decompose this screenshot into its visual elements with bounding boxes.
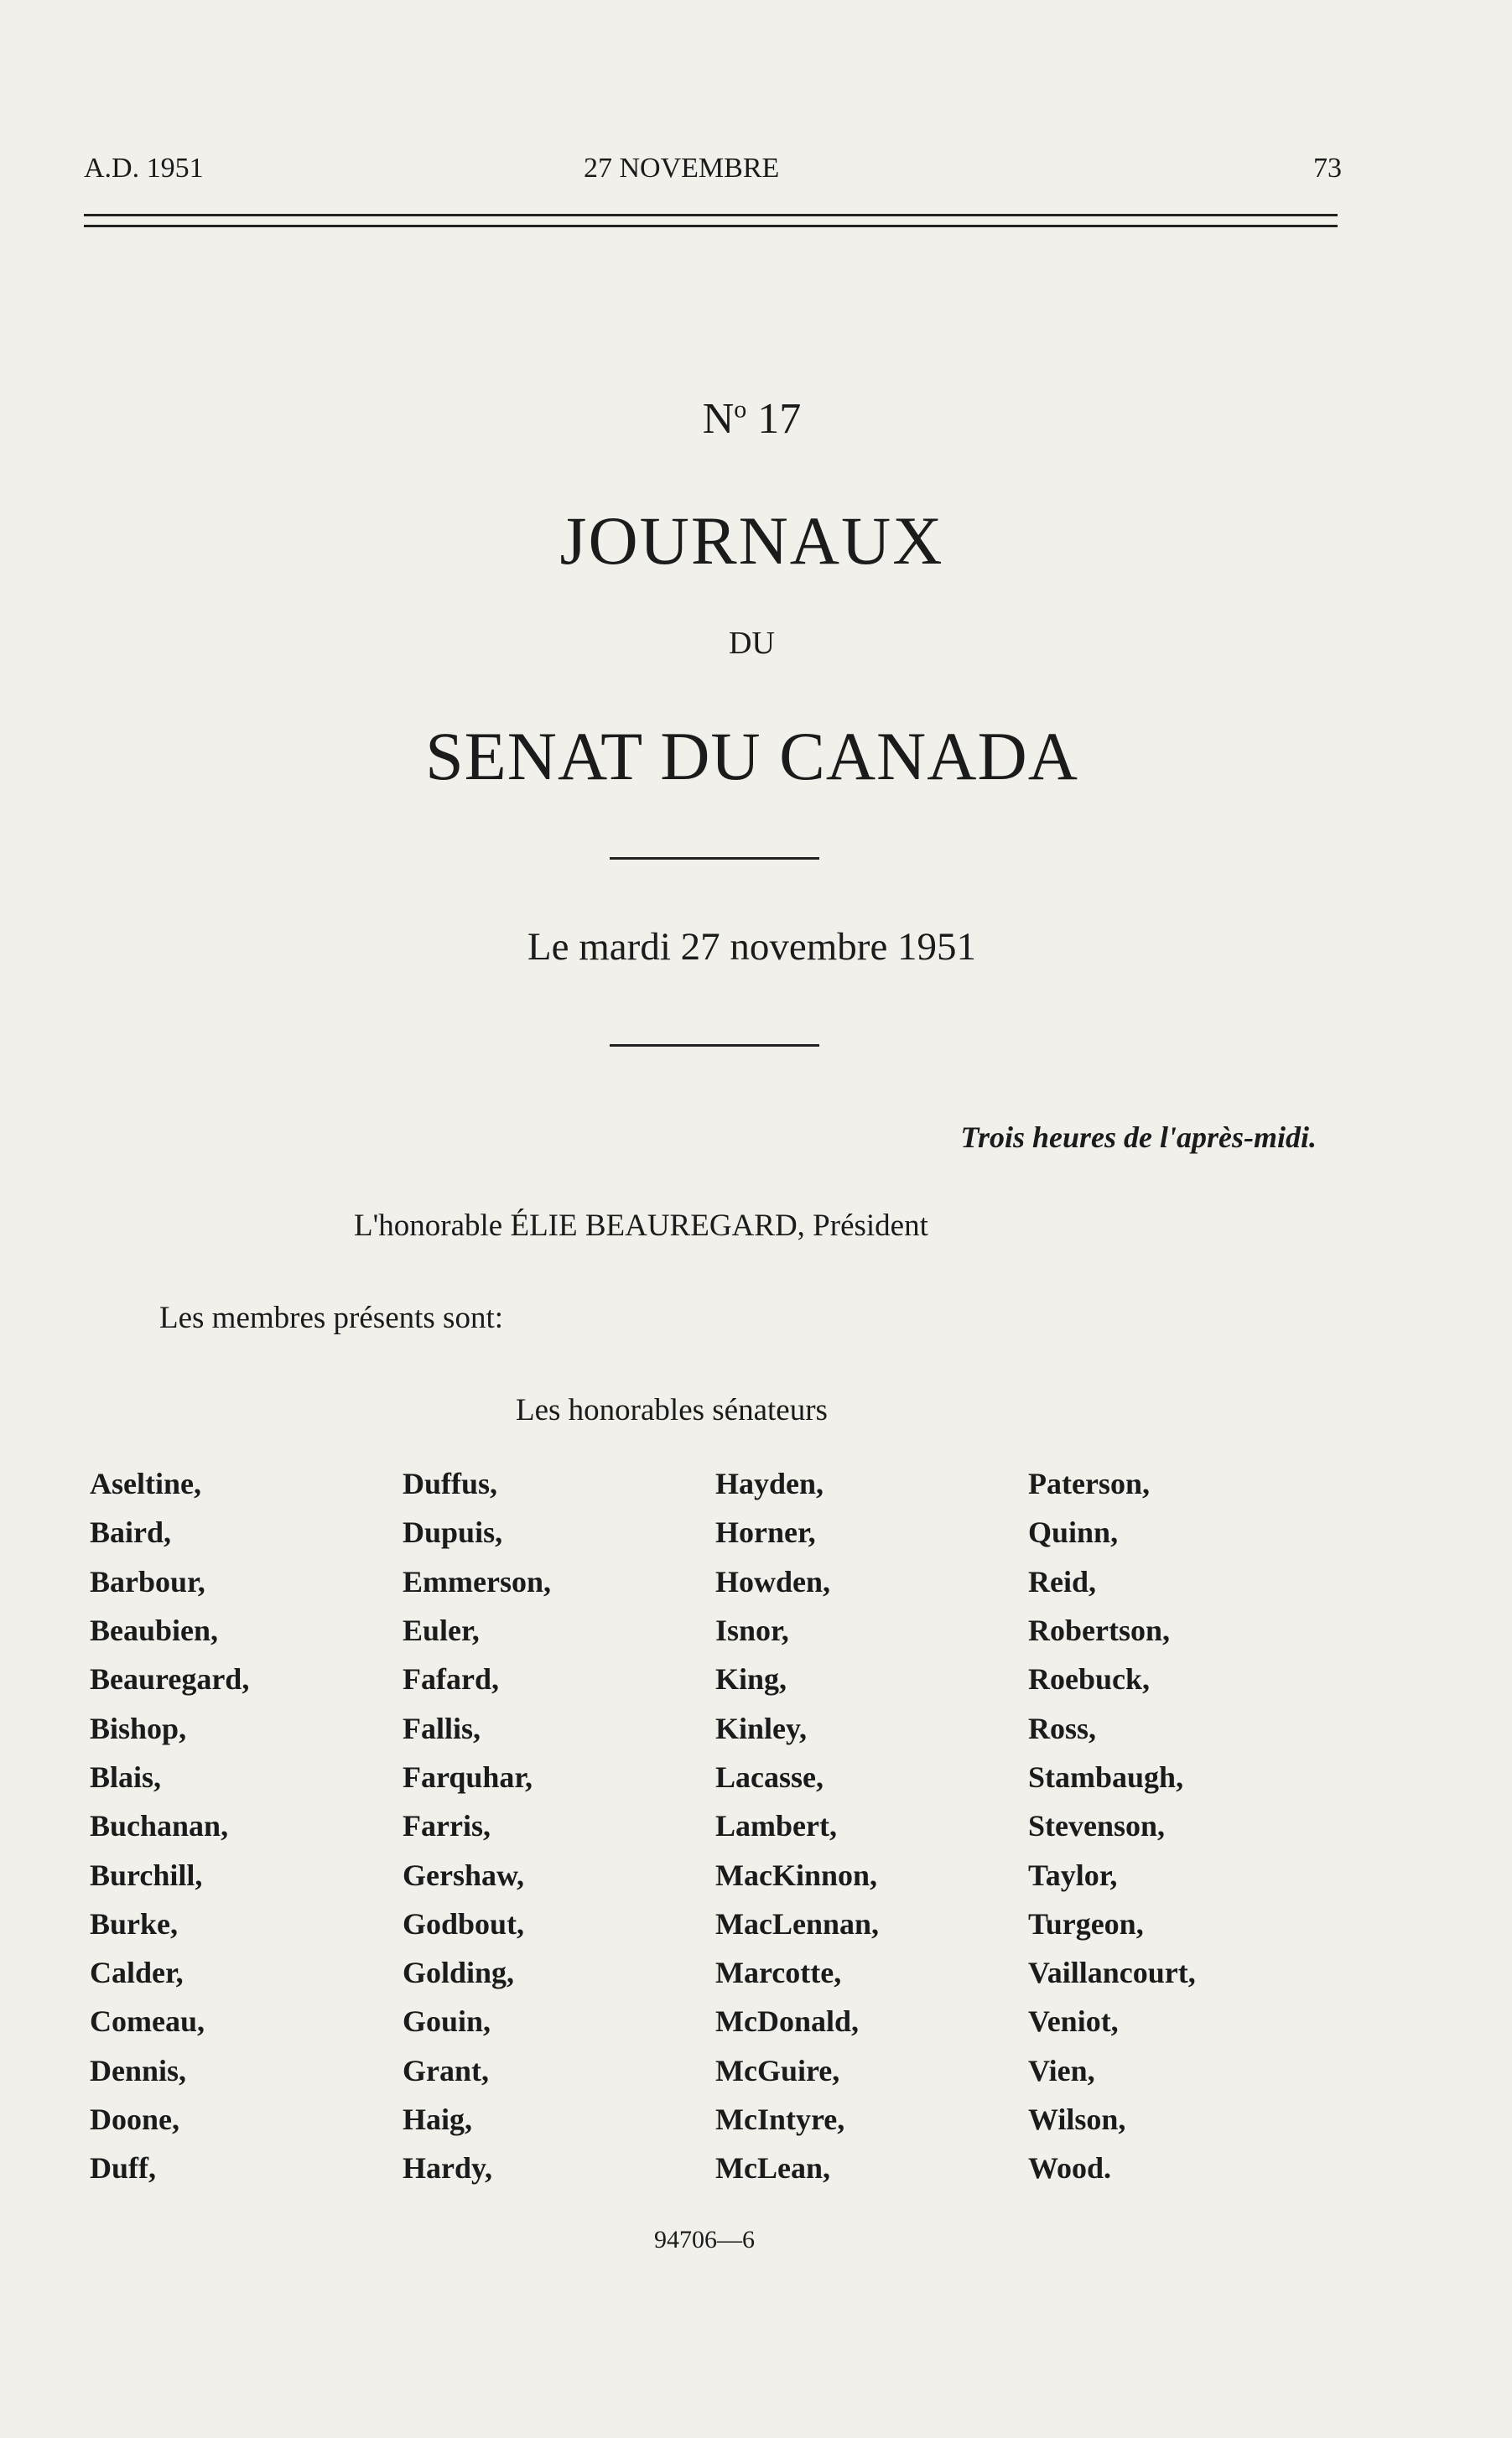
senator-name: Isnor, [715,1614,789,1648]
senator-name: Blais, [90,1760,162,1794]
senator-name: Vaillancourt, [1028,1956,1196,1990]
senator-name: Hayden, [715,1467,824,1501]
senator-name: Comeau, [90,2004,205,2039]
senator-name: Duffus, [403,1467,498,1501]
senator-name: Fafard, [403,1662,499,1697]
issue-number [0,394,1508,444]
header-rule-bottom [84,225,1338,227]
senator-name: Emmerson, [403,1564,551,1598]
senator-name: King, [715,1662,787,1697]
senator-name: Grant, [403,2053,489,2087]
senator-name: Wood. [1028,2151,1112,2186]
running-header [84,153,1342,195]
header-date: 27 NOVEMBRE [584,153,780,184]
members-present-line: Les membres présents sont: [159,1301,503,1335]
header-year: A.D. 1951 [84,153,204,184]
senator-name: Veniot, [1028,2004,1119,2039]
senator-name: Beauregard, [90,1662,250,1697]
senator-name: Gershaw, [403,1858,525,1892]
title-senat: SENAT DU CANADA [425,718,1078,794]
senator-name: Aseltine, [90,1467,201,1501]
senator-row [90,1459,1341,1508]
senator-name: Burchill, [90,1858,203,1892]
senator-name: Euler, [403,1614,480,1648]
senator-name: Gouin, [403,2004,491,2039]
senator-name: Dupuis, [403,1515,503,1550]
divider-rule-1 [610,857,819,860]
senator-name: Robertson, [1028,1614,1170,1648]
senators-heading: Les honorables sénateurs [516,1393,828,1427]
senator-row [90,1606,1341,1655]
senator-name: Duff, [90,2151,156,2186]
senator-name: McDonald, [715,2004,859,2039]
senator-name: Paterson, [1028,1467,1150,1501]
senator-name: Horner, [715,1515,816,1550]
senator-name: Fallis, [403,1711,481,1745]
senator-name: Barbour, [90,1564,205,1598]
senator-name: Ross, [1028,1711,1097,1745]
senator-name: Golding, [403,1956,515,1990]
issue-number-prefix: N [702,395,735,443]
senator-name: Burke, [90,1906,179,1941]
senator-name: Stevenson, [1028,1809,1166,1843]
senator-name: Lacasse, [715,1760,824,1794]
senator-name: Farris, [403,1809,491,1843]
senator-row [90,1900,1341,1948]
senator-name: MacKinnon, [715,1858,878,1892]
senator-name: Howden, [715,1564,831,1598]
senator-name: Wilson, [1028,2103,1126,2136]
senator-name: Beaubien, [90,1614,219,1648]
senator-name: Marcotte, [715,1956,842,1990]
header-rule-top [84,214,1338,216]
senator-name: McGuire, [715,2053,840,2087]
senator-name: Baird, [90,1515,172,1550]
senator-row [90,2095,1341,2144]
senator-name: Hardy, [403,2151,493,2186]
senator-name: Kinley, [715,1711,808,1745]
issue-number-superscript: o [734,395,747,424]
senator-name: Taylor, [1028,1858,1118,1892]
senator-row [90,1703,1341,1752]
senator-row [90,1753,1341,1801]
title-journaux: JOURNAUX [559,502,944,579]
sitting-date: Le mardi 27 novembre 1951 [527,925,977,969]
senator-row [90,1948,1341,1997]
page-number: 73 [1313,153,1342,184]
senator-name: Doone, [90,2103,179,2136]
senators-table [90,1459,1341,2192]
sitting-time: Trois heures de l'après-midi. [960,1120,1317,1154]
divider-rule-2 [610,1044,819,1047]
senator-row [90,1997,1341,2046]
senator-row [90,1557,1341,1606]
senator-name: Vien, [1028,2053,1095,2087]
senator-name: Dennis, [90,2053,187,2087]
senator-row [90,2144,1341,2192]
senator-row [90,1508,1341,1557]
senator-row [90,1655,1341,1703]
senator-name: Quinn, [1028,1515,1119,1550]
senator-name: Buchanan, [90,1809,229,1843]
senator-name: McLean, [715,2151,830,2186]
senator-name: Haig, [403,2103,473,2136]
senator-name: Turgeon, [1028,1906,1144,1941]
title-du: DU [729,626,775,661]
senator-name: MacLennan, [715,1906,880,1941]
senator-name: Roebuck, [1028,1662,1151,1697]
senator-name: Reid, [1028,1564,1096,1598]
senator-name: Lambert, [715,1809,837,1843]
senator-name: McIntyre, [715,2103,845,2136]
senator-name: Farquhar, [403,1760,533,1794]
print-code: 94706—6 [654,2226,755,2253]
senator-row [90,1850,1341,1899]
senator-row [90,2046,1341,2095]
senator-name: Godbout, [403,1906,525,1941]
senator-name: Stambaugh, [1028,1760,1184,1794]
president-line: L'honorable ÉLIE BEAUREGARD, Président [354,1209,928,1243]
senators-table-body [90,1459,1341,2192]
senator-name: Bishop, [90,1711,187,1745]
senator-row [90,1801,1341,1850]
senator-name: Calder, [90,1956,184,1990]
issue-number-value: 17 [757,395,802,443]
